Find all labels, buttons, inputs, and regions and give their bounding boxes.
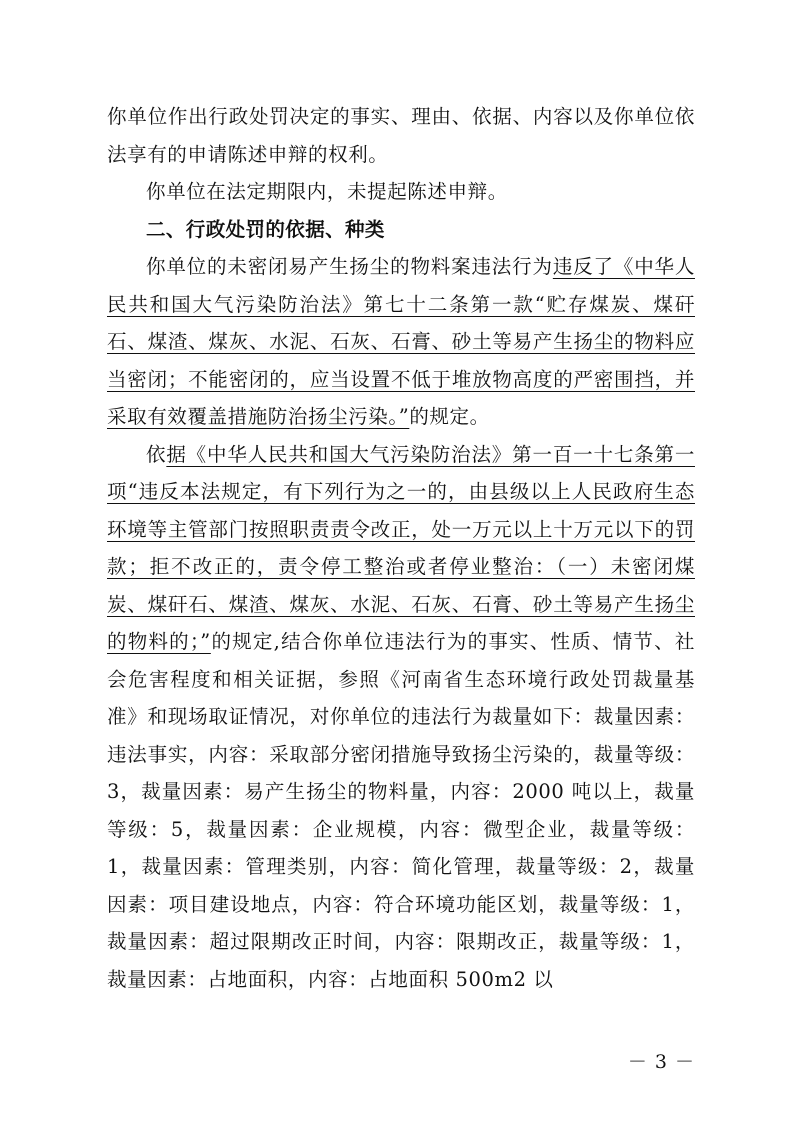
discretion-factors-text: 的规定,结合你单位违法行为的事实、性质、情节、社会危害程度和相关证据，参照《河南省生态环境行政处罚裁量基准》和现场取证情况，对你单位的违法行为裁量如下：裁量因素：违法事实，内容：采取部分密闭措施导致扬尘污染的，裁量等级：3，裁量因素：易产生扬尘的物料量，内容：2000 吨以上，裁量等级：5，裁量因素：企业规模，内容：微型企业，裁量等级：1，裁量因素：管理类别，内容：简化管理，裁量等级：2，裁量因素：项目建设地点，内容：符合环境功能区划，裁量等级：1，裁量因素：超过限期改正时间，内容：限期改正，裁量等级：1，裁量因素：占地面积，内容：占地面积 500m2 以 [107, 630, 695, 991]
violation-lead-text: 你单位的未密闭易产生扬尘的物料案违法行为 [146, 255, 553, 278]
paragraph-violation [107, 248, 695, 436]
penalty-lead-text: 依 [146, 442, 167, 466]
violation-tail-text: 的规定。 [409, 405, 490, 428]
document-body [107, 98, 695, 998]
paragraph-rights-notice: 你单位作出行政处罚决定的事实、理由、依据、内容以及你单位依法享有的申请陈述申辩的权利。 [107, 105, 695, 166]
paragraph-penalty-basis [107, 436, 695, 999]
paragraph-no-statement: 你单位在法定期限内，未提起陈述申辩。 [146, 180, 508, 203]
violated-law-quote: 违反了《中华人民共和国大气污染防治法》第七十二条第一款“贮存煤炭、煤矸石、煤渣、煤灰、水泥、石灰、石膏、砂土等易产生扬尘的物料应当密闭；不能密闭的，应当设置不低于堆放物高度的严密围挡，并采取有效覆盖措施防治扬尘污染。” [107, 255, 695, 428]
page-number: － 3 － [627, 1051, 695, 1073]
penalty-law-quote: 据《中华人民共和国大气污染防治法》第一百一十七条第一项“违反本法规定，有下列行为之一的，由县级以上人民政府生态环境等主管部门按照职责责令改正，处一万元以上十万元以下的罚款；拒不改正的，责令停工整治或者停业整治：（一）未密闭煤炭、煤矸石、煤渣、煤灰、水泥、石灰、石膏、砂土等易产生扬尘的物料的；” [107, 442, 695, 653]
section-heading: 二、行政处罚的依据、种类 [146, 217, 385, 241]
